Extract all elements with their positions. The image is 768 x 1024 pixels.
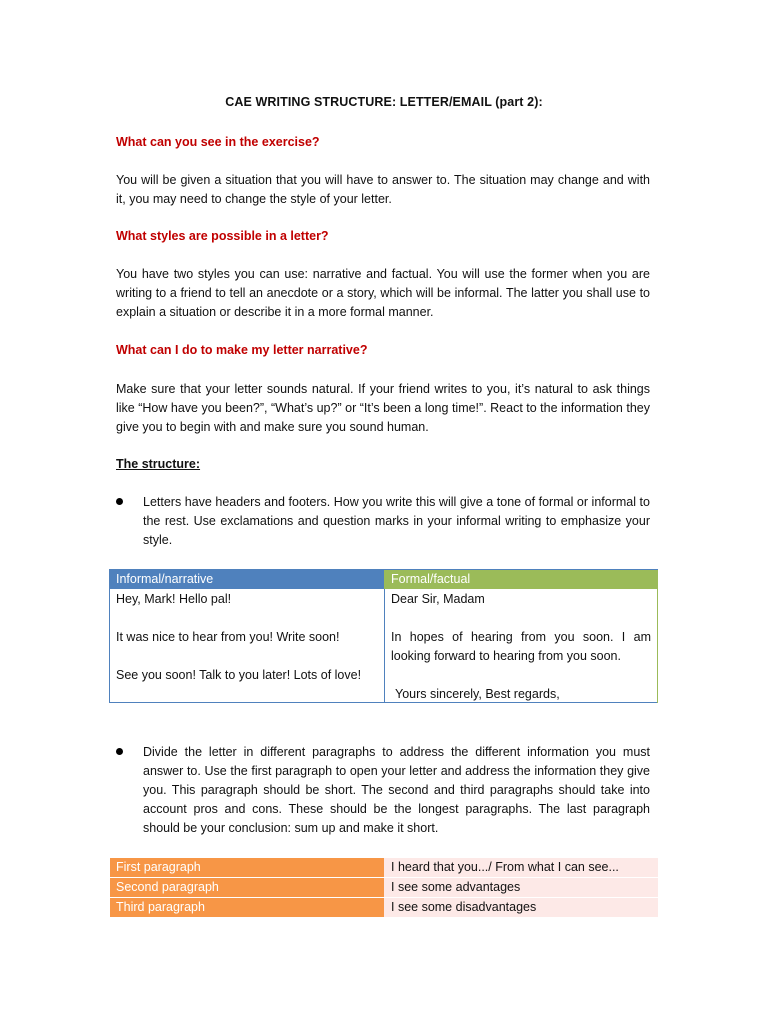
style-comparison-table [109,569,658,703]
table-row [110,858,658,877]
structure-heading: The structure: [116,457,201,471]
paragraph-label: Third paragraph [110,898,384,917]
formal-greeting: Dear Sir, Madam [391,592,485,606]
table-row [110,898,658,917]
section-heading-styles: What styles are possible in a letter? [116,229,329,243]
bullet-text-paragraphs: Divide the letter in different paragraphs to address the different information you must answer to. Use the first paragraph to open your letter and address the information they give you. This paragraph should be short. The second and third paragraphs should take into account pros and cons. These should be the longest paragraphs. The last paragraph should be your conclusion: sum up and make it short. [143,745,650,835]
paragraph-example: I heard that you.../ From what I can see... [384,858,658,877]
informal-closing: See you soon! Talk to you later! Lots of love! [116,668,362,682]
formal-opening: In hopes of hearing from you soon. I am looking forward to hearing from you soon. [391,630,651,663]
informal-greeting: Hey, Mark! Hello pal! [116,592,232,606]
section-heading-narrative: What can I do to make my letter narrative? [116,343,368,357]
document-title: CAE WRITING STRUCTURE: LETTER/EMAIL (part 2): [225,95,543,109]
table-divider [384,589,385,703]
paragraph-example: I see some advantages [384,878,658,897]
bullet-icon [116,748,123,755]
section-text-styles: You have two styles you can use: narrative and factual. You will use the former when you are writing to a friend to tell an anecdote or a story, which will be informal. The latter you shall use to explain a situation or describe it in a more formal manner. [116,267,650,319]
bullet-text-headers: Letters have headers and footers. How you write this will give a tone of formal or informal to the rest. Use exclamations and question marks in your informal writing to emphasize your style. [143,495,650,547]
section-heading-exercise: What can you see in the exercise? [116,135,320,149]
paragraph-label: First paragraph [110,858,384,877]
table-right-border [657,589,658,703]
paragraph-label: Second paragraph [110,878,384,897]
section-text-narrative: Make sure that your letter sounds natural. If your friend writes to you, it’s natural to ask things like “How have you been?”, “What’s up?” or “It’s been a long time!”. React to the information they give you to begin with and make sure you sound human. [116,382,650,434]
formal-closing: Yours sincerely, Best regards, [395,687,560,701]
section-text-exercise: You will be given a situation that you will have to answer to. The situation may change and with it, you may need to change the style of your letter. [116,173,650,206]
formal-header: Formal/factual [384,570,658,589]
informal-opening: It was nice to hear from you! Write soon! [116,630,340,644]
paragraph-example: I see some disadvantages [384,898,658,917]
informal-header: Informal/narrative [110,570,384,589]
table-row [110,878,658,897]
bullet-icon [116,498,123,505]
